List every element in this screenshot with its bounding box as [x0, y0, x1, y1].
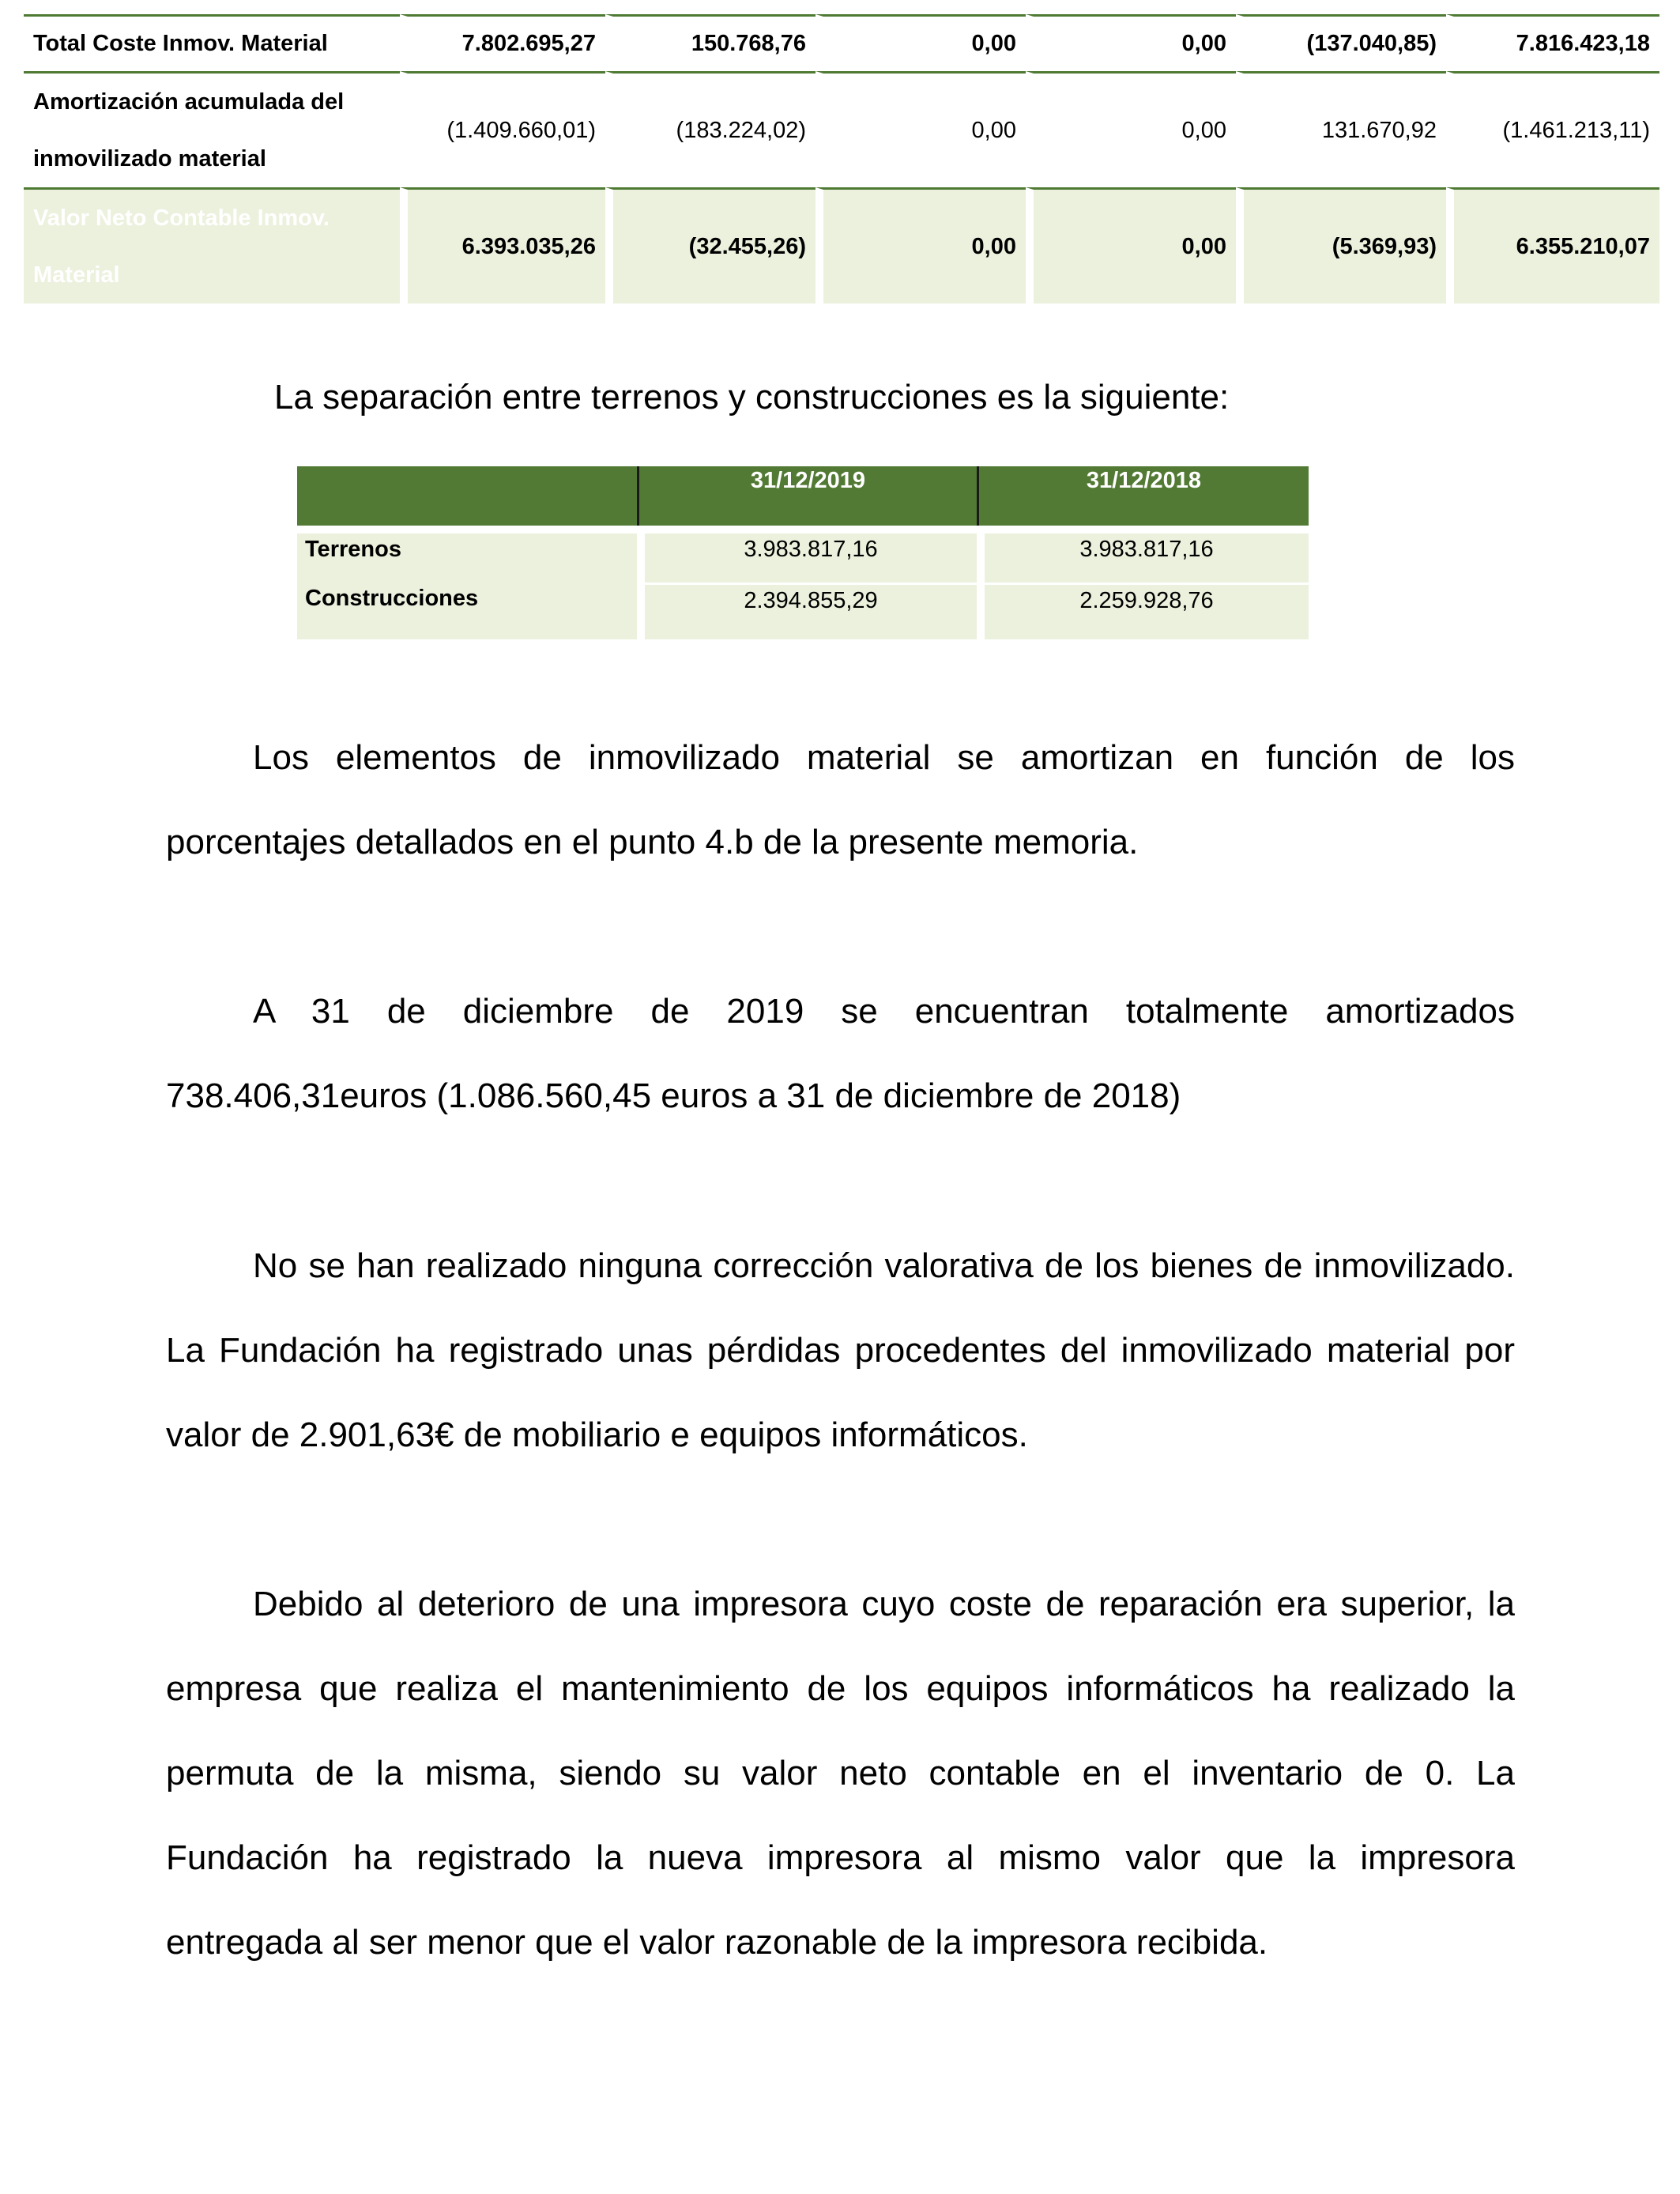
row-label: Total Coste Inmov. Material [24, 14, 400, 71]
table-cell: 2.259.928,76 [977, 582, 1309, 639]
table-row-total-cost [24, 14, 1659, 71]
table-cell: 3.983.817,16 [637, 526, 977, 582]
table-row-construcciones [297, 582, 1309, 639]
column-header-2018: 31/12/2018 [977, 466, 1309, 526]
land-buildings-table [297, 466, 1309, 639]
table-cell: (1.461.213,11) [1446, 71, 1659, 187]
intro-text: La separación entre terrenos y construcciones es la siguiente: [274, 378, 1230, 417]
paragraph-printer-exchange: Debido al deterioro de una impresora cuyo coste de reparación era superior, la empresa que realiza el mantenimiento de los equipos informáticos ha realizado la permuta de la misma, siendo su valor neto contable en el inventario de 0. La Fundación ha registrado la nueva impresora al mismo valor que la impresora entregada al ser menor que el valor razonable de la impresora recibida. [166, 1585, 1515, 1962]
table-cell: 2.394.855,29 [637, 582, 977, 639]
table-cell: 3.983.817,16 [977, 526, 1309, 582]
table-cell: 131.670,92 [1236, 71, 1446, 187]
table-cell: 0,00 [1026, 187, 1236, 303]
row-label [24, 187, 400, 303]
table-cell: (1.409.660,01) [400, 71, 605, 187]
table-cell: 0,00 [816, 187, 1026, 303]
table-cell: 6.355.210,07 [1446, 187, 1659, 303]
paragraph-depreciation-rates: Los elementos de inmovilizado material se amortizan en función de los porcentajes detallados en el punto 4.b de la presente memoria. [166, 738, 1515, 861]
table-cell: 0,00 [1026, 14, 1236, 71]
table-row-terrenos [297, 526, 1309, 582]
row-label-line1: Valor Neto Contable Inmov. [33, 205, 330, 231]
column-header-empty [297, 466, 637, 526]
table-cell: 150.768,76 [605, 14, 816, 71]
row-label: Construcciones [297, 582, 637, 639]
column-header-2019: 31/12/2019 [637, 466, 977, 526]
paragraph-impairment-losses: No se han realizado ninguna corrección valorativa de los bienes de inmovilizado. La Fundación ha registrado unas pérdidas procedentes del inmovilizado material por valor de 2.901,63€ de mobiliario e equipos informáticos. [166, 1246, 1515, 1454]
table-cell: 6.393.035,26 [400, 187, 605, 303]
row-label-line2: inmovilizado material [33, 146, 266, 172]
table-row-net-book-value [24, 187, 1659, 303]
table-cell: (32.455,26) [605, 187, 816, 303]
table-row-accumulated-depreciation [24, 71, 1659, 187]
table-cell: 7.816.423,18 [1446, 14, 1659, 71]
table-cell: 0,00 [1026, 71, 1236, 187]
table-cell: 0,00 [816, 71, 1026, 187]
row-label-line2: Material [33, 262, 120, 288]
table-cell: 0,00 [816, 14, 1026, 71]
table-cell: (5.369,93) [1236, 187, 1446, 303]
fixed-assets-table [24, 14, 1659, 303]
row-label-line1: Amortización acumulada del [33, 89, 345, 115]
row-label: Terrenos [297, 526, 637, 582]
table-cell: (137.040,85) [1236, 14, 1446, 71]
table-header-row [297, 466, 1309, 526]
table-cell: 7.802.695,27 [400, 14, 605, 71]
row-label [24, 71, 400, 187]
table-cell: (183.224,02) [605, 71, 816, 187]
paragraph-fully-depreciated: A 31 de diciembre de 2019 se encuentran totalmente amortizados 738.406,31euros (1.086.560,45 euros a 31 de diciembre de 2018) [166, 992, 1515, 1115]
